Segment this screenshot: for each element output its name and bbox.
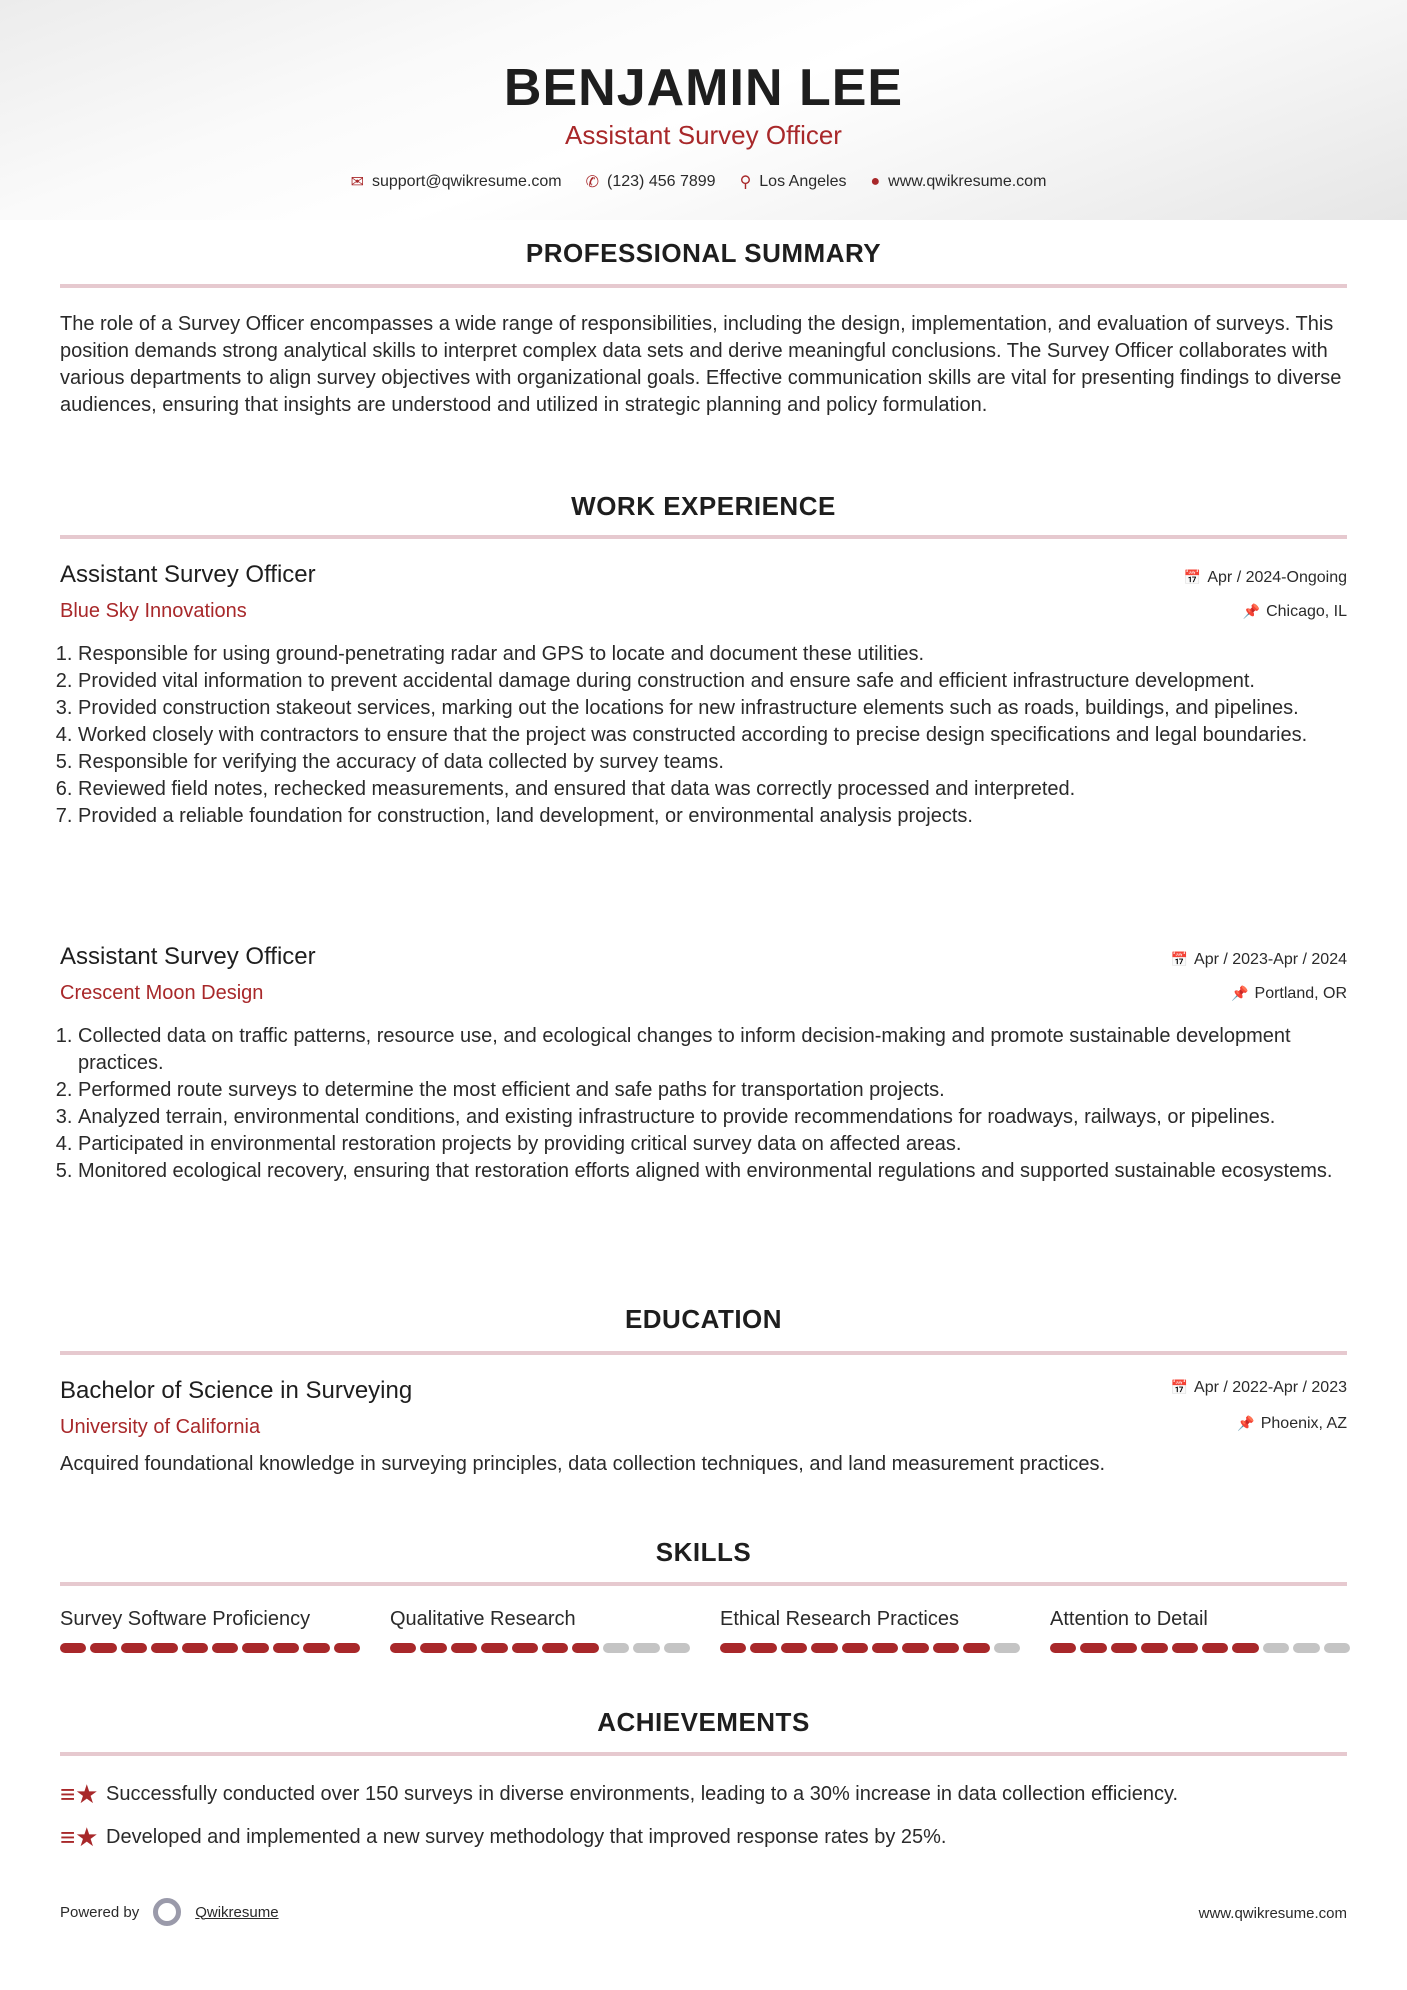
pushpin-icon: 📌 (1242, 603, 1261, 619)
divider (60, 1582, 1347, 1586)
skills-heading: SKILLS (655, 1537, 752, 1567)
list-item: 3. Provided construction stakeout services, marking out the locations for new infrastructure elements such as roads, buildings, and pipelines. (78, 695, 1350, 722)
list-item: 4. Worked closely with contractors to ensure that the project was constructed according to precise design specifications and legal boundaries. (78, 722, 1350, 749)
skill-segment-filled (334, 1643, 360, 1653)
skill-segment-filled (1111, 1643, 1137, 1653)
education-heading: EDUCATION (624, 1304, 783, 1334)
pushpin-icon: 📌 (1237, 1415, 1255, 1431)
contact-phone[interactable]: ✆ (123) 456 7899 (585, 173, 716, 191)
skill-segment-filled (151, 1643, 177, 1653)
footer-website[interactable]: www.qwikresume.com (1198, 1905, 1347, 1922)
skill-item: Attention to Detail (1050, 1608, 1350, 1653)
skill-segment-filled (902, 1643, 928, 1653)
skill-segment-filled (720, 1643, 746, 1653)
skill-segment-empty (1263, 1643, 1289, 1653)
skill-level-bar (1050, 1643, 1350, 1653)
skill-segment-empty (664, 1643, 690, 1653)
job-company: Blue Sky Innovations (60, 600, 247, 622)
calendar-icon: 📅 (1170, 951, 1189, 967)
list-item: 2. Provided vital information to prevent accidental damage during construction and ensure safe and efficient infrastructure development. (78, 668, 1350, 695)
skill-segment-empty (633, 1643, 659, 1653)
skill-segment-filled (872, 1643, 898, 1653)
skill-item: Qualitative Research (390, 1608, 690, 1653)
skill-segment-filled (212, 1643, 238, 1653)
job-date: 📅 Apr / 2023-Apr / 2024 (1170, 951, 1347, 968)
list-item: 3. Analyzed terrain, environmental conditions, and existing infrastructure to provide recommendations for roadways, railways, or pipelines. (78, 1104, 1350, 1131)
skill-segment-empty (1293, 1643, 1319, 1653)
skill-item: Ethical Research Practices (720, 1608, 1020, 1653)
divider (60, 535, 1347, 539)
skill-segment-filled (1080, 1643, 1106, 1653)
list-item: 6. Reviewed field notes, rechecked measurements, and ensured that data was correctly processed and interpreted. (78, 776, 1350, 803)
calendar-icon: 📅 (1170, 1379, 1189, 1395)
skill-segment-empty (1324, 1643, 1350, 1653)
candidate-name: BENJAMIN LEE (503, 59, 904, 117)
phone-icon: ✆ (585, 174, 600, 191)
footer-powered: Powered by Qwikresume (60, 1898, 279, 1926)
school: University of California (60, 1416, 261, 1438)
star-icon: ≡★ (60, 1822, 99, 1852)
summary-heading: PROFESSIONAL SUMMARY (525, 238, 882, 268)
divider (60, 284, 1347, 288)
skill-segment-filled (781, 1643, 807, 1653)
skill-segment-filled (481, 1643, 507, 1653)
job-location: 📌 Portland, OR (1231, 985, 1347, 1002)
globe-icon: ● (870, 173, 881, 190)
job-company: Crescent Moon Design (60, 982, 264, 1004)
list-item: 5. Responsible for verifying the accuracy of data collected by survey teams. (78, 749, 1350, 776)
candidate-title: Assistant Survey Officer (565, 120, 842, 150)
achievements-heading: ACHIEVEMENTS (597, 1707, 810, 1737)
skill-segment-filled (1202, 1643, 1228, 1653)
skill-segment-empty (603, 1643, 629, 1653)
star-icon: ≡★ (60, 1779, 99, 1809)
job-bullets (60, 641, 1350, 830)
skill-segment-filled (1232, 1643, 1258, 1653)
pushpin-icon: 📌 (1231, 985, 1249, 1001)
list-item: 5. Monitored ecological recovery, ensuring that restoration efforts aligned with environmental regulations and supported sustainable ecosystems. (78, 1158, 1350, 1185)
skills-grid (60, 1608, 1360, 1653)
job-date: 📅 Apr / 2024-Ongoing (1183, 569, 1347, 586)
education-location: 📌 Phoenix, AZ (1237, 1415, 1347, 1432)
skill-level-bar (720, 1643, 1020, 1653)
skill-segment-filled (1141, 1643, 1167, 1653)
job-bullets (60, 1023, 1350, 1185)
contact-email[interactable]: ✉ support@qwikresume.com (350, 173, 562, 191)
list-item: 4. Participated in environmental restoration projects by providing critical survey data on affected areas. (78, 1131, 1350, 1158)
skill-segment-filled (451, 1643, 477, 1653)
achievement-item: ≡★ Successfully conducted over 150 surveys in diverse environments, leading to a 30% increase in data collection efficiency. (60, 1779, 1179, 1809)
qwikresume-logo-icon (153, 1898, 181, 1926)
calendar-icon: 📅 (1183, 569, 1202, 585)
skill-segment-filled (1050, 1643, 1076, 1653)
skill-item: Survey Software Proficiency (60, 1608, 360, 1653)
list-item: 1. Responsible for using ground-penetrating radar and GPS to locate and document these utilities. (78, 641, 1350, 668)
skill-segment-filled (963, 1643, 989, 1653)
job-title: Assistant Survey Officer (60, 943, 316, 970)
education-date: 📅 Apr / 2022-Apr / 2023 (1170, 1379, 1347, 1396)
skill-segment-filled (811, 1643, 837, 1653)
skill-segment-filled (273, 1643, 299, 1653)
contact-website[interactable]: ● www.qwikresume.com (870, 173, 1047, 190)
divider (60, 1752, 1347, 1756)
list-item: 7. Provided a reliable foundation for construction, land development, or environmental analysis projects. (78, 803, 1350, 830)
divider (60, 1351, 1347, 1355)
experience-heading: WORK EXPERIENCE (571, 491, 836, 521)
summary-text: The role of a Survey Officer encompasses a wide range of responsibilities, including the design, implementation, and evaluation of surveys. This position demands strong analytical skills to interpret complex data sets and derive meaningful conclusions. The Survey Officer collaborates with various departments to align survey objectives with organizational goals. Effective communication skills are vital for presenting findings to diverse audiences, ensuring that insights are understood and utilized in strategic planning and policy formulation. (60, 313, 1342, 416)
skill-segment-filled (750, 1643, 776, 1653)
skill-segment-filled (182, 1643, 208, 1653)
skill-segment-filled (121, 1643, 147, 1653)
skill-segment-filled (390, 1643, 416, 1653)
map-pin-icon: ⚲ (739, 174, 752, 191)
skill-segment-filled (1172, 1643, 1198, 1653)
list-item: 1. Collected data on traffic patterns, resource use, and ecological changes to inform decision-making and promote sustainable development practices. (78, 1023, 1350, 1077)
skill-segment-filled (512, 1643, 538, 1653)
skill-segment-filled (60, 1643, 86, 1653)
skill-segment-filled (842, 1643, 868, 1653)
skill-segment-filled (90, 1643, 116, 1653)
list-item: 2. Performed route surveys to determine the most efficient and safe paths for transportation projects. (78, 1077, 1350, 1104)
skill-segment-filled (542, 1643, 568, 1653)
job-location: 📌 Chicago, IL (1242, 603, 1347, 620)
skill-segment-filled (420, 1643, 446, 1653)
degree: Bachelor of Science in Surveying (60, 1377, 413, 1404)
skill-segment-empty (994, 1643, 1020, 1653)
education-description: Acquired foundational knowledge in surveying principles, data collection techniques, and land measurement practices. (60, 1453, 1106, 1475)
skill-level-bar (60, 1643, 360, 1653)
skill-segment-filled (933, 1643, 959, 1653)
skill-level-bar (390, 1643, 690, 1653)
skill-segment-filled (572, 1643, 598, 1653)
qwikresume-link[interactable]: Qwikresume (195, 1903, 279, 1921)
contact-bar (0, 172, 1407, 192)
envelope-icon: ✉ (350, 174, 364, 191)
contact-location: ⚲ Los Angeles (739, 173, 847, 191)
skill-segment-filled (242, 1643, 268, 1653)
job-title: Assistant Survey Officer (60, 561, 316, 588)
skill-segment-filled (303, 1643, 329, 1653)
achievement-item: ≡★ Developed and implemented a new survey methodology that improved response rates by 25%. (60, 1822, 947, 1852)
